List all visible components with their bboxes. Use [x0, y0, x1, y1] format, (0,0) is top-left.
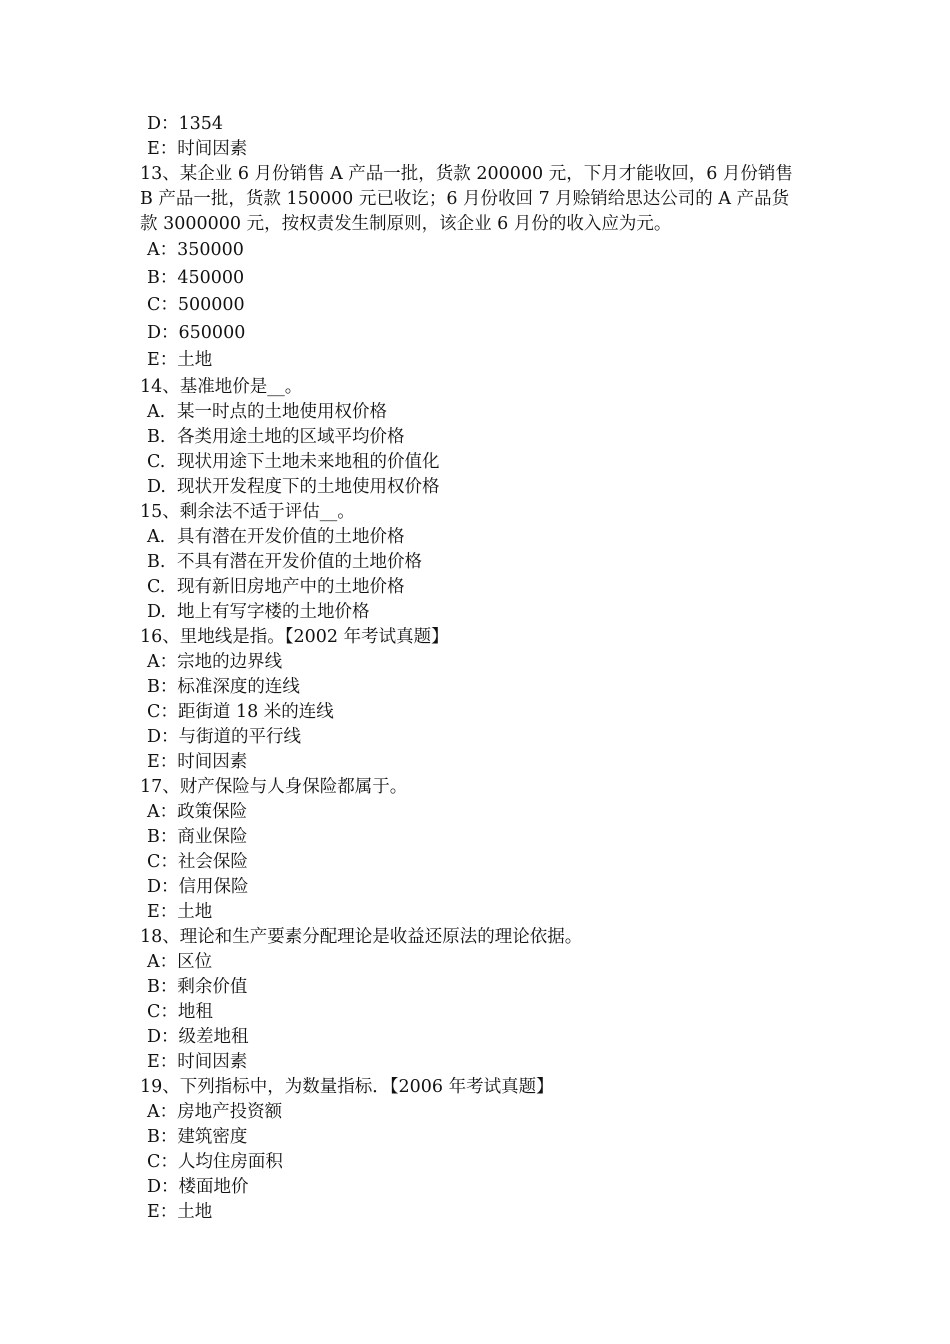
option-15-a: A. 具有潜在开发价值的土地价格: [147, 526, 405, 547]
question-19: 19、下列指标中，为数量指标．【2006 年考试真题】: [140, 1076, 554, 1097]
option-13-c: C：500000: [147, 295, 245, 315]
option-18-c: C：地租: [147, 1001, 213, 1022]
option-18-e: E：时间因素: [147, 1051, 248, 1072]
question-16: 16、里地线是指。【2002 年考试真题】: [140, 626, 449, 647]
question-17: 17、财产保险与人身保险都属于。: [140, 776, 408, 797]
option-17-a: A：政策保险: [147, 801, 248, 822]
option-19-b: B：建筑密度: [147, 1126, 248, 1147]
question-15: 15、剩余法不适于评估__。: [140, 501, 355, 522]
option-12-e: E：时间因素: [147, 139, 248, 159]
option-17-e: E：土地: [147, 901, 213, 922]
question-18: 18、理论和生产要素分配理论是收益还原法的理论依据。: [140, 926, 583, 947]
option-18-a: A：区位: [147, 951, 213, 972]
option-19-a: A：房地产投资额: [147, 1101, 283, 1122]
option-19-e: E：土地: [147, 1201, 213, 1222]
option-17-c: C：社会保险: [147, 851, 248, 872]
option-13-b: B：450000: [147, 267, 245, 288]
question-14: 14、基准地价是__。: [140, 376, 303, 397]
option-18-d: D：级差地租: [147, 1026, 249, 1047]
option-19-d: D：楼面地价: [147, 1176, 249, 1197]
option-15-d: D. 地上有写字楼的土地价格: [147, 601, 370, 622]
option-16-d: D：与街道的平行线: [147, 726, 302, 747]
option-17-b: B：商业保险: [147, 826, 248, 847]
option-15-b: B. 不具有潜在开发价值的土地价格: [147, 551, 422, 572]
option-13-d: D：650000: [147, 322, 246, 343]
option-15-c: C. 现有新旧房地产中的土地价格: [147, 576, 405, 597]
option-14-a: A. 某一时点的土地使用权价格: [147, 401, 387, 422]
option-16-c: C：距街道 18 米的连线: [147, 701, 334, 722]
option-19-c: C：人均住房面积: [147, 1151, 283, 1172]
option-17-d: D：信用保险: [147, 876, 249, 897]
question-list: [140, 112, 812, 1225]
option-14-c: C. 现状用途下土地未来地租的价值化: [147, 451, 440, 472]
option-14-b: B. 各类用途土地的区域平均价格: [147, 426, 405, 447]
option-13-a: A：350000: [147, 240, 244, 260]
option-16-e: E：时间因素: [147, 751, 248, 772]
option-16-a: A：宗地的边界线: [147, 651, 283, 672]
option-16-b: B：标准深度的连线: [147, 676, 300, 697]
question-13: 13、某企业 6 月份销售 A 产品一批，货款 200000 元，下月才能收回，6 月份销售 B 产品一批，货款 150000 元已收讫；6 月份收回 7 月赊销给思达公司的 A 产品货 款 3000000 元，按权责发生制原则，该企业 6 月份的收入应为元。: [140, 164, 793, 234]
option-12-d: D：1354: [147, 114, 224, 134]
option-18-b: B：剩余价值: [147, 976, 248, 997]
option-13-e: E：土地: [147, 350, 213, 370]
option-14-d: D. 现状开发程度下的土地使用权价格: [147, 476, 440, 497]
